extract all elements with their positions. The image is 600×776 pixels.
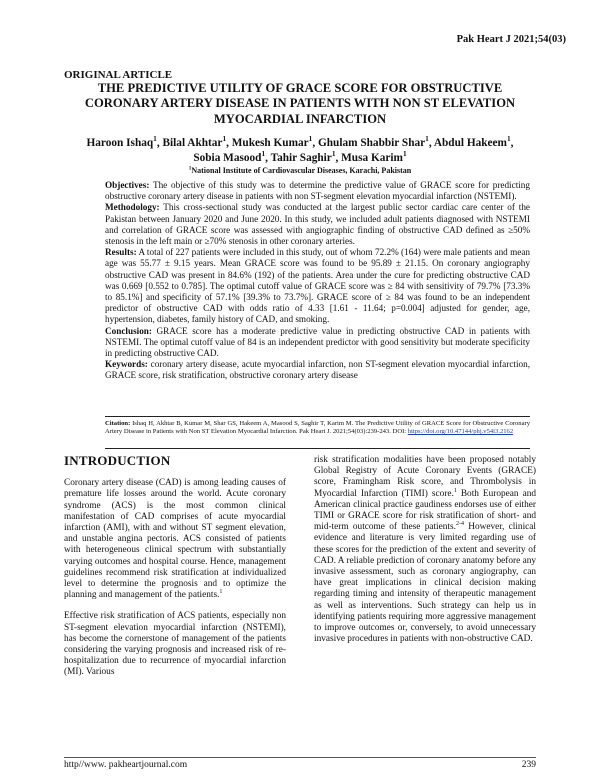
author-affiliation-mark: 1: [153, 134, 157, 144]
left-column: [64, 455, 286, 689]
author-list: Haroon Ishaq$^1$, Bilal Akhtar$^1$, Mukesh Kumar$^1$, Ghulam Shabbir Shar$^1$, Abdul Hakeem$^1$, Sobia Masood$^1$, Tahir Saghir$^1$, Musa Karim$^1$: [86, 134, 514, 164]
affiliation-text: National Institute of Cardiovascular Diseases, Karachi, Pakistan: [191, 166, 412, 175]
author-name: Mukesh Kumar: [231, 137, 309, 149]
right-column: [314, 455, 536, 655]
paragraph-text: Coronary artery disease (CAD) is among leading causes of premature life losses around the world. Acute coronary syndrome (ACS) is the most common clinical manifestation of CAD comprises of acute myocardial infarction (AMI), with and without ST segment elevation, and unstable angina pectoris. ACS consisted of patients with heterogeneous clinical spectrum with substantially varying outcomes and hospital course. Hence, management guidelines recommend risk stratification at individualized level to determine the prognosis and to optimize the planning and management of the patients.: [64, 478, 286, 601]
reference-mark: 1: [453, 487, 457, 494]
footer-url: http//www. pakheartjournal.com: [64, 760, 188, 770]
article-title: THE PREDICTIVE UTILITY OF GRACE SCORE FOR OBSTRUCTIVE CORONARY ARTERY DISEASE IN PATIENTS WITH NON ST ELEVATION MYOCARDIAL INFARCTION: [84, 81, 516, 126]
citation: [105, 420, 530, 437]
conclusion-text: GRACE score has a moderate predictive value in predicting obstructive CAD in patients with NSTEMI. The optimal cutoff value of 84 is an independent predictor with good sensitivity but moderate specificity in predicting obstructive CAD.: [105, 325, 530, 359]
author-affiliation-mark: 1: [506, 134, 511, 144]
paragraph-text: risk stratification modalities have been proposed notably Global Registry of Acute Coronary Events (GRACE) score, Framingham Risk score, and Thrombolysis in Myocardial Infarction (TIMI) score.: [314, 455, 536, 499]
citation-label: Citation:: [105, 420, 131, 427]
reference-mark: 1: [219, 589, 223, 596]
author-affiliation-mark: 1: [331, 148, 336, 158]
author-affiliation-mark: 1: [222, 134, 227, 144]
paragraph: Effective risk stratification of ACS patients, especially non ST-segment elevation myocardial infarction (NSTEMI), has become the cornerstone of management of the patients considering the varying prognosis and increased risk of re-hospitalization due to recurrence of myocardial infarction (MI). Various: [64, 611, 286, 678]
author-name: Haroon Ishaq: [86, 137, 154, 149]
affiliation-mark: 1: [188, 165, 192, 172]
footer-divider: [64, 757, 536, 758]
section-heading-introduction: INTRODUCTION: [64, 453, 171, 468]
abstract-conclusion: [105, 326, 530, 360]
author-name: Tahir Saghir: [270, 151, 332, 164]
paragraph-text: However, clinical evidence and literature is very limited regarding use of these scores for the prediction of the extent and severity of CAD. A reliable prediction of coronary anatomy before any invasive assessment, such as coronary angiography, can have great implications in clinical decision making regarding timing and intensity of therapeutic management as well as interventions. Such strategy can help us in identifying patients requiring more aggressive management to improve outcomes or, conversely, to avoid unnecessary invasive procedures in patients with non-obstructive CAD.: [314, 522, 536, 645]
paragraph: [314, 455, 536, 645]
affiliation: [64, 166, 536, 175]
abstract-keywords: [105, 359, 530, 381]
author-name: Musa Karim: [341, 151, 403, 164]
abstract-divider: [105, 416, 530, 417]
results-label: Results:: [105, 247, 137, 258]
author-affiliation-mark: 1: [402, 148, 407, 158]
page-number: 239: [521, 760, 536, 770]
author-affiliation-mark: 1: [425, 134, 429, 144]
paragraph: [64, 478, 286, 601]
abstract-objectives: [105, 180, 530, 202]
journal-header: Pak Heart J 2021;54(03): [456, 34, 566, 45]
author-name: Sobia Masood: [193, 151, 262, 164]
doi-link[interactable]: https://doi.org/10.47144/phj.v54i3.2162: [407, 428, 514, 436]
methodology-label: Methodology:: [105, 202, 160, 213]
abstract: [105, 180, 530, 382]
author-affiliation-mark: 1: [308, 134, 313, 144]
keywords-label: Keywords:: [105, 359, 148, 370]
article-type: ORIGINAL ARTICLE: [64, 69, 173, 81]
conclusion-label: Conclusion:: [105, 325, 152, 336]
author-name: Ghulam Shabbir Shar: [317, 137, 426, 149]
reference-mark: 2-4: [455, 521, 464, 528]
keywords-text: coronary artery disease, acute myocardial infarction, non ST-segment elevation myocardial infarction, GRACE score, risk stratification, obstructive coronary artery disease: [105, 359, 530, 381]
objectives-text: The objective of this study was to determine the predictive value of GRACE score for predicting obstructive coronary artery disease in patients with non ST-segment elevation myocardial infarction (NSTEMI).: [105, 180, 530, 202]
results-text: A total of 227 patients were included in this study, out of whom 72.2% (164) were male patients and mean age was 55.77 ± 9.15 years. Mean GRACE score was found to be 95.89 ± 21.15. On coronary angiography obstructive CAD was present in 84.6% (192) of the patients. Area under the cure for predicting obstructive CAD was 0.669 [0.552 to 0.785]. The optimal cutoff value of GRACE score was ≥ 84 with sensitivity of 79.7% [73.3% to 85.1%] and specificity of 57.1% [39.3% to 73.7%]. GRACE score of ≥ 84 was found to be an independent predictor of obstructive CAD with odds ratio of 4.33 [1.61 - 11.64; p=0.004] adjusted for gender, age, hypertension, diabetes, family history of CAD, and smoking.: [105, 247, 530, 325]
citation-text: Ishaq H, Akhtar B, Kumar M, Shar GS, Hakeem A, Masood S, Saghir T, Karim M. The Predictive Utility of GRACE Score for Obstructive Coronary Artery Disease in Patients with Non ST Elevation Myocardial Infarction. Pak Heart J. 2021;54(03):239-243. DOI:: [105, 420, 530, 436]
author-affiliation-mark: 1: [261, 148, 266, 158]
paragraph-text: Both European and American clinical practice gaudiness endorses use of either TIMI or GRACE score for risk stratification of short- and mid-term outcome of these patients.: [314, 488, 536, 533]
methodology-text: This cross-sectional study was conducted at the largest public sector cardiac care center of the Pakistan between January 2020 and June 2020. In this study, we included adult patients diagnosed with NSTEMI and correlation of GRACE score was assessed with angiographic finding of obstructive CAD defined as ≥50% stenosis in the left main or ≥70% stenosis in other coronary arteries.: [105, 202, 530, 247]
abstract-methodology: [105, 202, 530, 247]
author-name: Bilal Akhtar: [162, 137, 223, 149]
abstract-results: [105, 247, 530, 325]
author-name: Abdul Hakeem: [433, 137, 507, 149]
citation-divider: [105, 448, 530, 449]
objectives-label: Objectives:: [105, 180, 150, 190]
